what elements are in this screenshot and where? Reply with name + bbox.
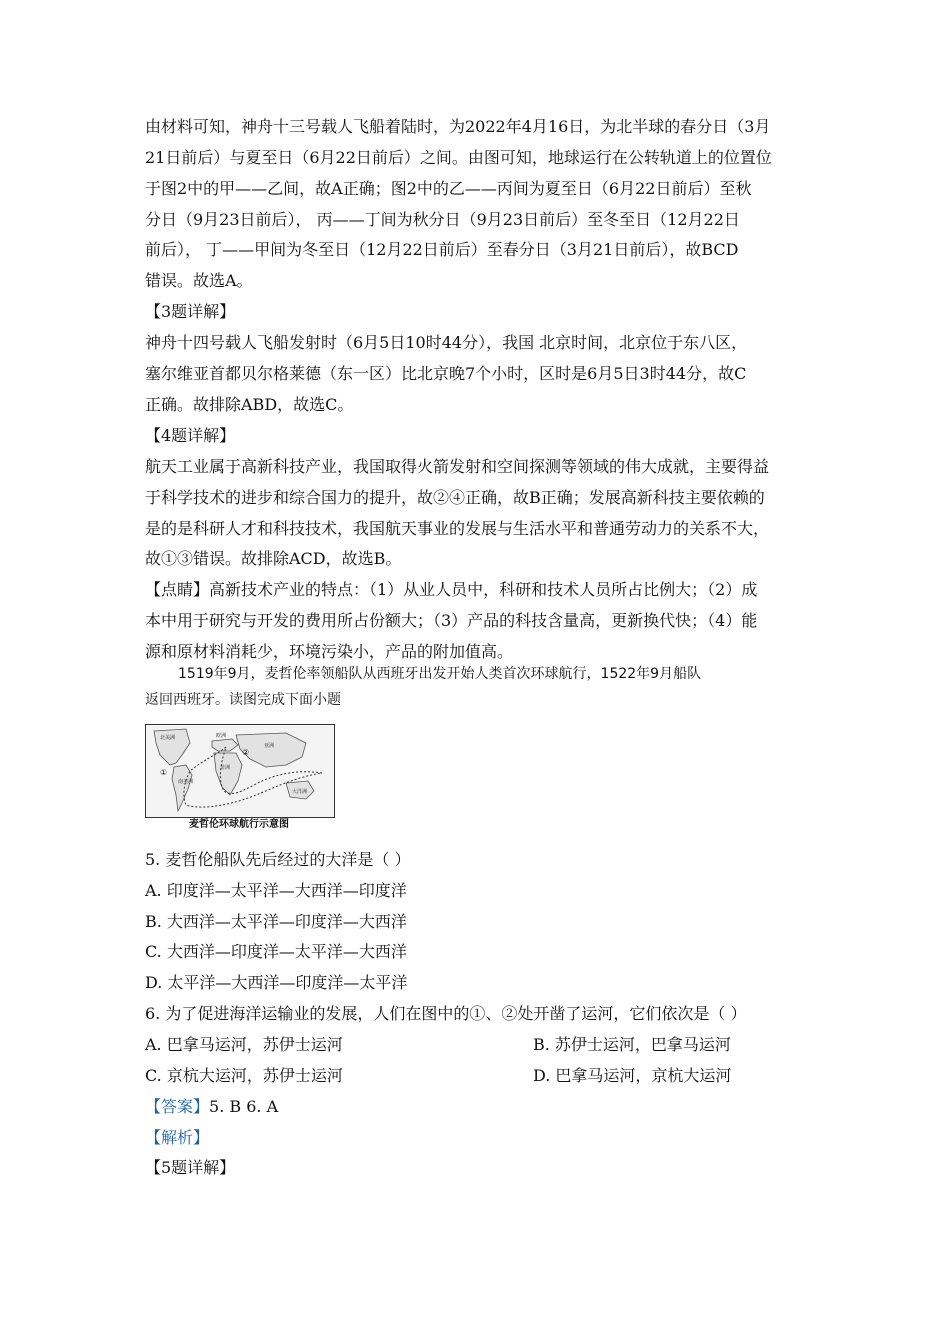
- map-label-north-america: 北美洲: [160, 735, 176, 741]
- analysis-tag: 【解析】: [145, 1128, 210, 1147]
- section-heading: 【4题详解】: [145, 426, 236, 445]
- map-marker-1: ①: [160, 768, 168, 777]
- question-5-option-a: A. 印度洋—太平洋—大西洋—印度洋: [145, 881, 407, 900]
- question-6-option-c: C. 京杭大运河，苏伊士运河: [145, 1066, 343, 1085]
- question-6-option-d: D. 巴拿马运河，京杭大运河: [533, 1066, 732, 1085]
- paragraph-line: 由材料可知，神舟十三号载人飞船着陆时，为2022年4月16日，为北半球的春分日（3月: [145, 117, 771, 136]
- paragraph-line: 错误。故选A。: [145, 271, 253, 290]
- map-caption: 麦哲伦环球航行示意图: [189, 819, 289, 830]
- answer-line: [145, 1097, 805, 1117]
- magellan-route-map: [145, 724, 335, 818]
- paragraph-line: 于图2中的甲——乙间，故A正确；图2中的乙——丙间为夏至日（6月22日前后）至秋: [145, 179, 752, 198]
- paragraph-line: 前后）， 丁——甲间为冬至日（12月22日前后）至春分日（3月21日前后），故BCD: [145, 240, 739, 259]
- paragraph-line: 本中用于研究与开发的费用所占份额大；（3）产品的科技含量高，更新换代快；（4）能: [145, 611, 758, 630]
- answer-tag: 【答案】: [145, 1097, 210, 1116]
- paragraph-line: 航天工业属于高新科技产业，我国取得火箭发射和空间探测等领域的伟大成就，主要得益: [145, 457, 770, 476]
- question-6-option-b: B. 苏伊士运河，巴拿马运河: [533, 1035, 731, 1054]
- question-intro: 返回西班牙。读图完成下面小题: [145, 692, 341, 708]
- section-heading: 【3题详解】: [145, 302, 236, 321]
- question-intro: 1519年9月，麦哲伦率领船队从西班牙出发开始人类首次环球航行，1522年9月船队: [178, 666, 702, 682]
- paragraph-line: 于科学技术的进步和综合国力的提升，故②④正确，故B正确；发展高新科技主要依赖的: [145, 488, 765, 507]
- section-heading: 【5题详解】: [145, 1158, 236, 1177]
- question-5-option-d: D. 太平洋—大西洋—印度洋—太平洋: [145, 973, 408, 992]
- paragraph-line: 故①③错误。故排除ACD，故选B。: [145, 549, 402, 568]
- map-label-south-america: 南美洲: [178, 779, 194, 785]
- paragraph-line: 【点睛】高新技术产业的特点：（1）从业人员中，科研和技术人员所占比例大；（2）成: [145, 580, 758, 599]
- question-5-option-c: C. 大西洋—印度洋—太平洋—大西洋: [145, 942, 407, 961]
- paragraph-line: 源和原材料消耗少，环境污染小，产品的附加值高。: [145, 642, 514, 661]
- map-label-africa: 非洲: [220, 765, 231, 771]
- map-marker-2: ②: [242, 748, 250, 757]
- map-label-europe: 欧洲: [216, 733, 227, 739]
- question-6-stem: 6. 为了促进海洋运输业的发展，人们在图中的①、②处开凿了运河，它们依次是（ ）: [145, 1004, 747, 1023]
- paragraph-line: 神舟十四号载人飞船发射时（6月5日10时44分），我国 北京时间，北京位于东八区，: [145, 333, 748, 352]
- question-6-option-a: A. 巴拿马运河，苏伊士运河: [145, 1035, 343, 1054]
- map-label-asia: 亚洲: [264, 743, 275, 749]
- paragraph-line: 正确。故排除ABD，故选C。: [145, 395, 354, 414]
- paragraph-line: 塞尔维亚首都贝尔格莱德（东一区）比北京晚7个小时，区时是6月5日3时44分，故C: [145, 364, 747, 383]
- map-graphic: [146, 725, 334, 817]
- answer-text: 5. B 6. A: [209, 1097, 279, 1116]
- paragraph-line: 是的是科研人才和科技技术，我国航天事业的发展与生活水平和普通劳动力的关系不大，: [145, 519, 770, 538]
- question-5-option-b: B. 大西洋—太平洋—印度洋—大西洋: [145, 912, 407, 931]
- paragraph-line: 分日（9月23日前后）， 丙——丁间为秋分日（9月23日前后）至冬至日（12月22日: [145, 210, 740, 229]
- question-5-stem: 5. 麦哲伦船队先后经过的大洋是（ ）: [145, 850, 411, 869]
- map-label-oceania: 大洋洲: [292, 789, 308, 795]
- paragraph-line: 21日前后）与夏至日（6月22日前后）之间。由图可知，地球运行在公转轨道上的位置位: [145, 148, 772, 167]
